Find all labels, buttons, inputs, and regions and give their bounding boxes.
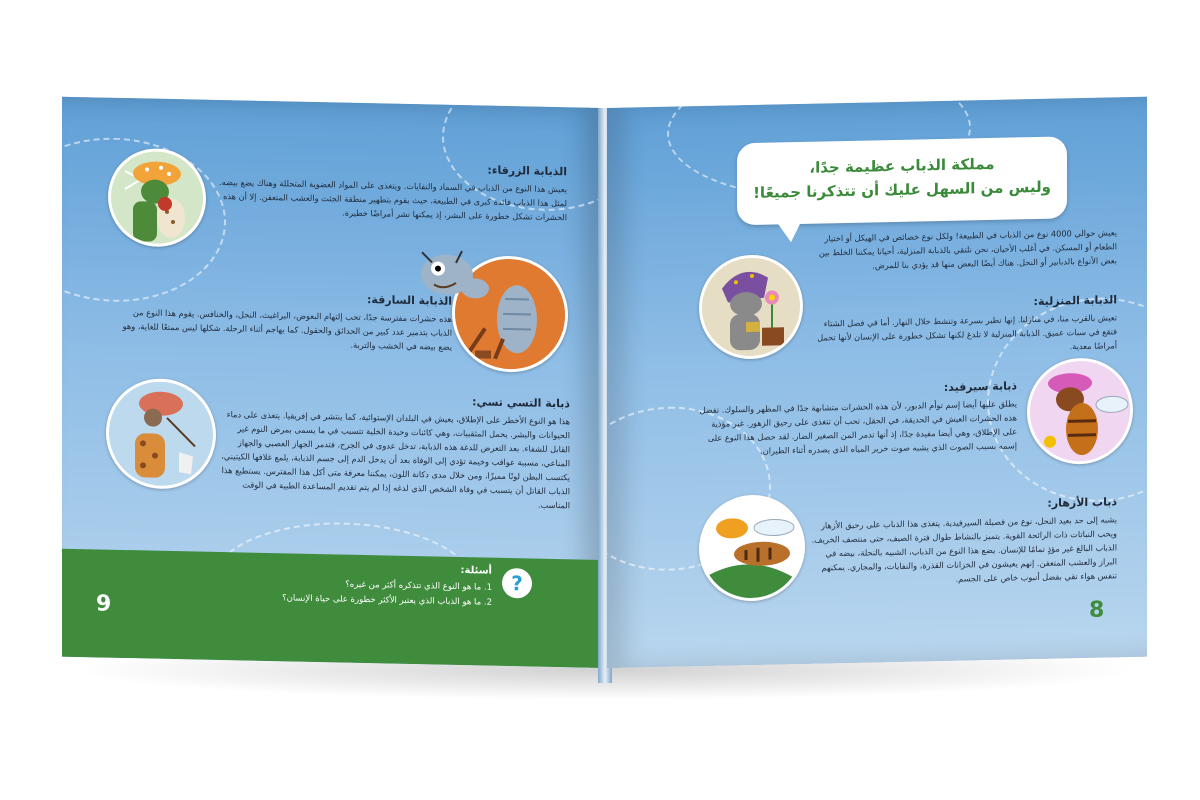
section-title: الذبابة السارقة:	[367, 293, 452, 308]
tsetse-fly-section	[220, 390, 570, 512]
bubble-line: وليس من السهل عليك أن تتذكرنا جميعًا!	[753, 177, 1051, 202]
bubble-line: مملكة الذباب عظيمة جدًا،	[809, 154, 995, 177]
section-body: تعيش بالقرب منا، في منازلنا. إنها تطير بسرعة وتنشط خلال النهار. أما في فصل الشتاء فتقع في سبات عميق. الذبابة المنزلية لا تلدغ لكنها تشكل خطورة على الإنسان لأنها تحمل أمراضًا معدية.	[817, 312, 1117, 352]
page-number: 9	[96, 591, 112, 617]
flower-fly-illustration	[699, 494, 805, 602]
blue-fly-illustration	[108, 148, 206, 248]
open-book	[62, 108, 1152, 698]
question-bubble-icon: ?	[502, 568, 532, 599]
section-body: يعيش هذا النوع من الذباب في السماد والنفايات. ويتغذى على المواد العضوية المتحللة وهناك يضع بيضه. لمثل هذا الذباب فائدة كبرى في الطبيعة، حيث يقوم بتطهير منطقة الجثث والعشب المتعفن. إلا أن هذه الحشرات تشكل خطورة على البشر، إذ يمكنها نشر أمراضًا خطيرة.	[219, 176, 567, 223]
section-title: الذبابة الزرقاء:	[487, 163, 567, 179]
blue-fly-section	[212, 158, 567, 224]
right-page	[607, 97, 1147, 668]
intro-text: يعيش حوالي 4000 نوع من الذباب في الطبيعة! ولكل نوع خصائص في الهيكل أو اختيار الطعام أو المسكن. في أغلب الأحيان، نحن نلتقي بالذبابة المنزلية، أحيانا يمكننا الخلط بين بعض الأنواع بالدبابير أو النحل. هناك أيضًا البعض منها قد يؤدي بنا للمرض.	[818, 227, 1117, 271]
questions-band	[62, 549, 602, 668]
questions-block	[212, 560, 492, 611]
section-title: ذبابة التسي تسي:	[472, 395, 570, 411]
left-page	[62, 97, 602, 668]
section-body: هذه حشرات مفترسة جدًا، تحب إلتهام البعوض، البراغيث، النحل، والخنافس. يقوم هذا النوع من الذباب بتدمير عدد كبير من الحدائق والحقول. كما يهاجم أثناء الرحلة. شكلها ليس ممتعًا للغاية، وهو يضع بيضه في الخشب والتربة.	[122, 307, 452, 352]
bubble-tail	[777, 222, 801, 243]
questions-title: أسئلة:	[460, 565, 492, 577]
speech-bubble	[737, 136, 1067, 225]
robber-fly-section	[122, 288, 452, 354]
intro-section	[807, 225, 1117, 273]
section-body: يشبه إلى حد بعيد النحل، نوع من فصيلة السيرفيدية. يتغذى هذا الذباب على رحيق الأزهار ويحب النباتات ذات الرائحة القوية. يتميز بالنشاط طوال فترة الصيف، حتى منتصف الخريف. الذباب البالغ غير مؤذٍ تمامًا للإنسان. يضع هذا النوع من الذباب، الشبيه بالنحلة، بيضه في البراز والعشب المتعفن. إنهم يعيشون في الخزانات القذرة، والنفايات، والمجاري. يمكنهم تنفس هواء نقي بفضل أنبوب خاص على الجسم.	[811, 514, 1117, 584]
question-item: 1. ما هو النوع الذي تتذكره أكثر من غيره؟	[345, 579, 492, 593]
section-title: ذبابة سيرفيد:	[943, 379, 1017, 394]
section-body: يطلق عليها أيضا إسم توأم الدبور، لأن هذه الحشرات متشابهة جدًا في المظهر والسلوك. تفضل هذه الحشرات العيش في الحديقة، في الحقل، تحب أن تتغذى على رحيق الزهور. غير مؤذية على الإطلاق، وهي أيضا مفيدة جدًا، إذ أنها تدمر المن الصغير الضار. لقد حصل هذا النوع على إسمه بسبب الصوت الذي يشبه صوت خرير المياه الذي يصدره أثناء الطيران.	[699, 398, 1017, 456]
syrphid-fly-section	[697, 379, 1017, 459]
section-title: ذباب الأزهار:	[1047, 495, 1117, 510]
house-fly-section	[807, 293, 1117, 358]
page-number: 8	[1089, 597, 1105, 623]
section-title: الذبابة المنزلية:	[1033, 293, 1117, 309]
flower-fly-section	[807, 495, 1117, 588]
question-item: 2. ما هو الذباب الذي يعتبر الأكثر خطورة على حياة الإنسان؟	[282, 593, 492, 608]
house-fly-illustration	[699, 254, 803, 360]
tsetse-fly-illustration	[106, 378, 216, 490]
section-body: هذا هو النوع الأخطر على الإطلاق، يعيش في البلدان الإستوائية، كما ينتشر في إفريقيا. يتغذى على دماء الحيوانات والبشر. يحمل المثقبيات، وهي كائنات وحيدة الخلية تتسبب في ما يسمى بمرض النوم غير القابل للشفاء. بعد التعرض للدغة هذه الذبابة، تدخل عدوى في الجرح، فتدمر الجهاز العصبي والجهاز المناعي، مسببة عواقب وخيمة تؤدي إلى الوفاة بعد أن يدخل الدم إلى جسم الذبابة، يلمع غلافها الكيتيني، يكتسب البطن لونًا مميزًا، ومن خلال مدى دكانة اللون، يمكننا معرفة متى أكل هذا المفترس. يستطيع هذا الذباب القاتل أن يتسبب في وفاة الشخص الذي لدغه إذا لم يتم تقديم المساعدة الطبية في الوقت المناسب.	[221, 409, 570, 511]
